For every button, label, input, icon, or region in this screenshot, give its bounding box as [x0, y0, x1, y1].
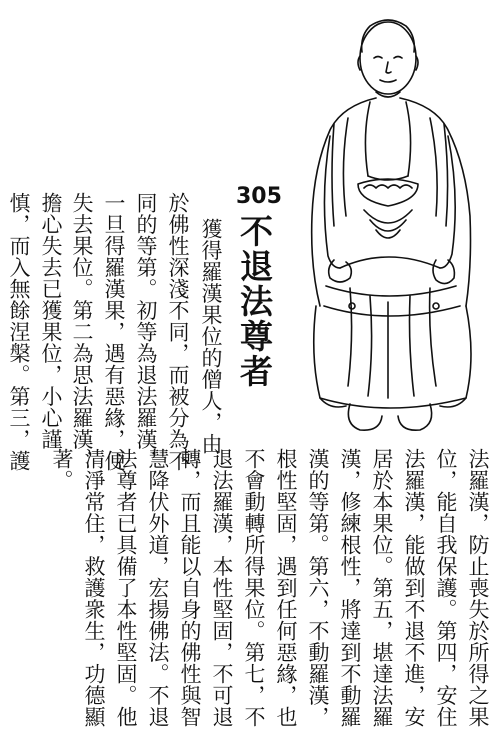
text-column: 著。	[50, 448, 74, 491]
text-column: 不會動轉所得果位。第七，不	[242, 448, 266, 728]
text-column: 於佛性深淺不同，而被分為不	[166, 192, 190, 472]
text-column: 清淨常住，救護衆生，功德顯	[82, 448, 106, 728]
entry-title: 不退法尊者	[235, 214, 274, 389]
text-column: 慎，而入無餘涅槃。第三，護	[7, 192, 31, 472]
text-column: 位，能自我保護。第四，安住	[434, 448, 458, 728]
entry-number: 305	[236, 184, 282, 209]
text-column: 漢，修練根性，將達到不動羅	[338, 448, 362, 728]
text-column: 退法羅漢，本性堅固，不可退	[210, 448, 234, 728]
text-column: 一旦得羅漢果，遇有惡緣，便	[102, 192, 126, 472]
text-column: 轉，而且能以自身的佛性與智	[178, 448, 202, 728]
text-column: 擔心失去已獲果位，小心謹	[39, 192, 63, 450]
text-column: 同的等第。初等為退法羅漢，	[134, 192, 158, 472]
text-column: 法羅漢，能做到不退不進，安	[402, 448, 426, 728]
arhat-figure-illustration	[290, 6, 495, 438]
text-column: 慧降伏外道，宏揚佛法。不退	[146, 448, 170, 728]
text-column: 獲得羅漢果位的僧人，由	[199, 218, 223, 455]
text-column: 漢的等第。第六，不動羅漢，	[306, 448, 330, 728]
text-column: 法尊者已具備了本性堅固。他	[114, 448, 138, 728]
text-column: 根性堅固，遇到任何惡緣，也	[274, 448, 298, 728]
text-column: 法羅漢，防止喪失於所得之果	[466, 448, 490, 728]
text-column: 失去果位。第二為思法羅漢，	[70, 192, 94, 472]
text-column: 居於本果位。第五，堪達法羅	[370, 448, 394, 728]
